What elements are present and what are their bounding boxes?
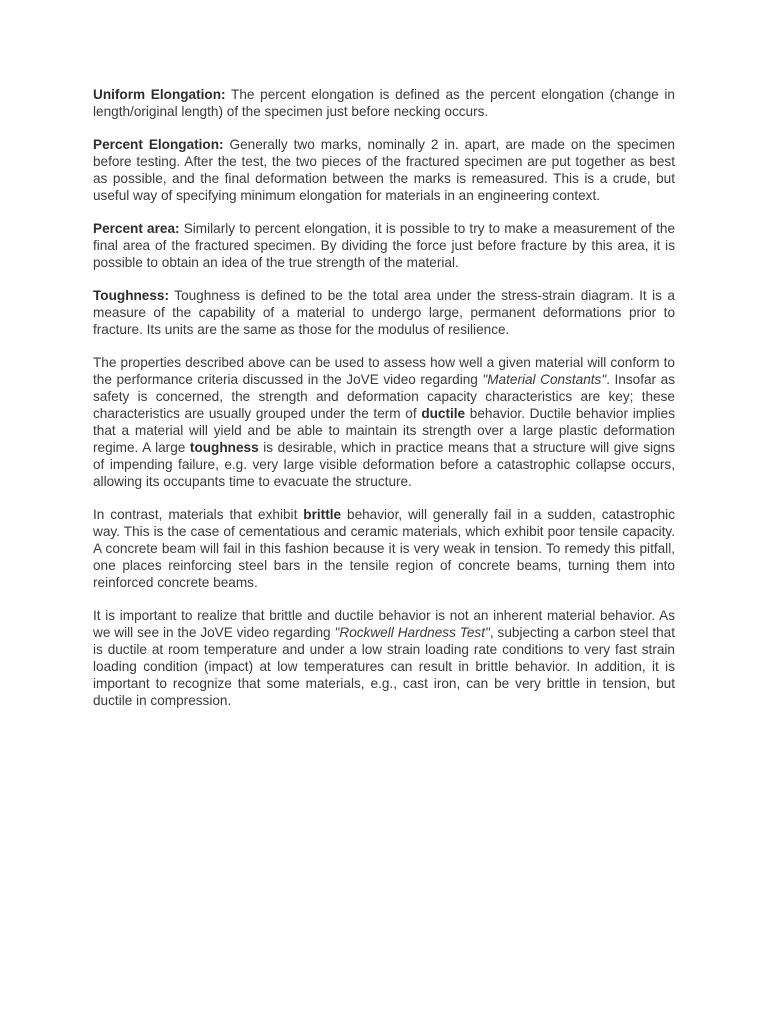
reference-material-constants: "Material Constants" <box>482 372 607 387</box>
paragraph-properties <box>93 354 675 490</box>
paragraph-important <box>93 607 675 709</box>
definition-percent-elongation: Generally two marks, nominally 2 in. apart, are made on the specimen before testing. After the test, the two pieces of the fractured specimen are put together as best as possible, and the final deformation between the marks is remeasured. This is a crude, but useful way of specifying minimum elongation for materials in an engineering context. <box>93 137 675 203</box>
paragraph-uniform-elongation <box>93 86 675 120</box>
term-uniform-elongation: Uniform Elongation: <box>93 87 226 102</box>
paragraph-percent-elongation <box>93 136 675 204</box>
important-text-1: It is important to realize that brittle and ductile behavior is not an inherent material behavior. As we will see in the JoVE video regarding <box>93 608 675 640</box>
keyword-toughness: toughness <box>189 440 259 455</box>
contrast-text-1: In contrast, materials that exhibit <box>93 507 304 522</box>
paragraph-toughness <box>93 287 675 338</box>
keyword-brittle: brittle <box>303 507 342 522</box>
paragraph-contrast <box>93 506 675 591</box>
properties-text-1: The properties described above can be used to assess how well a given material will conform to the performance criteria discussed in the JoVE video regarding <box>93 355 675 387</box>
paragraph-percent-area <box>93 220 675 271</box>
contrast-text-2: behavior, will generally fail in a sudden, catastrophic way. This is the case of cementatious and ceramic materials, which exhibit poor tensile capacity. A concrete beam will fail in this fashion because it is very weak in tension. To remedy this pitfall, one places reinforcing steel bars in the tensile region of concrete beams, turning them into reinforced concrete beams. <box>93 507 675 590</box>
definition-toughness: Toughness is defined to be the total area under the stress-strain diagram. It is a measure of the capability of a material to undergo large, permanent deformations prior to fracture. Its units are the same as those for the modulus of resilience. <box>93 288 675 337</box>
term-toughness: Toughness: <box>93 288 170 303</box>
properties-text-2: . Insofar as safety is concerned, the strength and deformation capacity characteristics are key; these characteristics are usually grouped under the term of <box>93 372 676 421</box>
term-percent-area: Percent area: <box>93 221 180 236</box>
properties-text-3: behavior. Ductile behavior implies that a material will yield and be able to maintain its strength over a large plastic deformation regime. A large <box>93 406 675 455</box>
keyword-ductile: ductile <box>421 406 466 421</box>
reference-rockwell-hardness-test: "Rockwell Hardness Test" <box>334 625 490 640</box>
properties-text-4: is desirable, which in practice means that a structure will give signs of impending failure, e.g. very large visible deformation before a catastrophic collapse occurs, allowing its occupants time to evacuate the structure. <box>93 440 675 489</box>
important-text-2: , subjecting a carbon steel that is ductile at room temperature and under a low strain loading rate conditions to very fast strain loading condition (impact) at low temperatures can result in brittle behavior. In addition, it is important to recognize that some materials, e.g., cast iron, can be very brittle in tension, but ductile in compression. <box>93 625 675 708</box>
definition-percent-area: Similarly to percent elongation, it is possible to try to make a measurement of the final area of the fractured specimen. By dividing the force just before fracture by this area, it is possible to obtain an idea of the true strength of the material. <box>93 221 675 270</box>
definition-uniform-elongation: The percent elongation is defined as the percent elongation (change in length/original length) of the specimen just before necking occurs. <box>93 87 675 119</box>
term-percent-elongation: Percent Elongation: <box>93 137 224 152</box>
document-page <box>93 86 675 725</box>
